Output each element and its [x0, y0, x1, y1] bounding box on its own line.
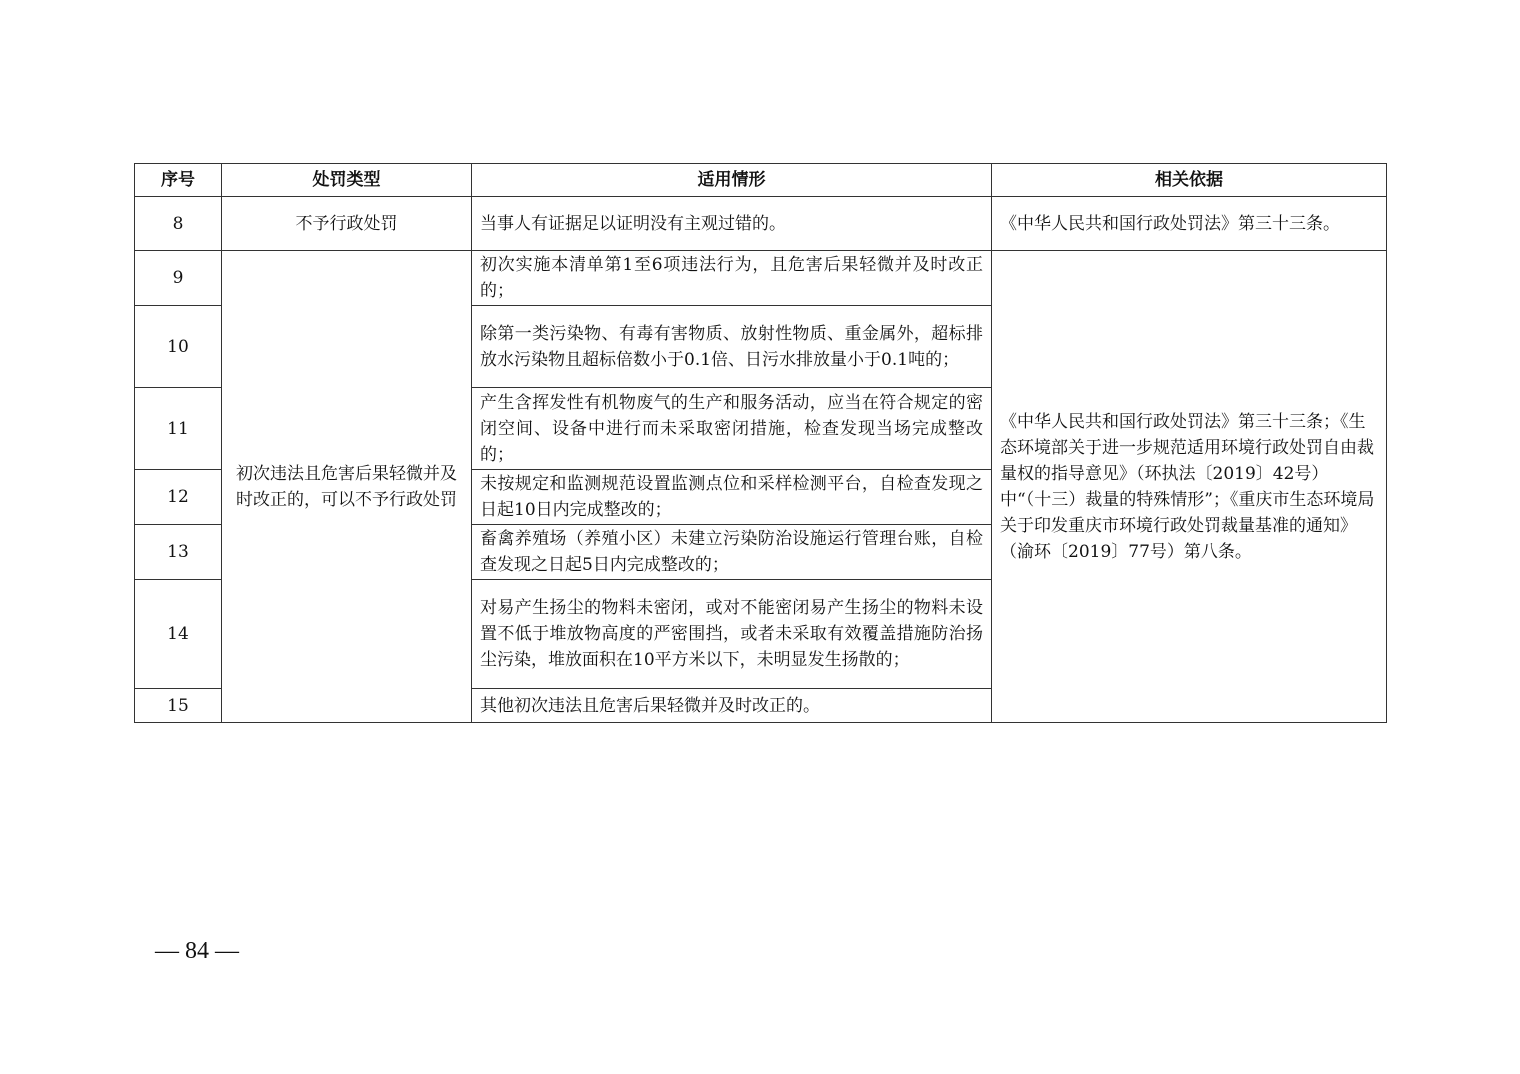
header-basis: 相关依据	[992, 164, 1387, 197]
penalty-table	[134, 163, 1387, 723]
row-num: 9	[135, 251, 222, 306]
table-row	[135, 251, 1387, 306]
applicable-case: 除第一类污染物、有毒有害物质、放射性物质、重金属外，超标排放水污染物且超标倍数小于0.1倍、日污水排放量小于0.1吨的；	[472, 306, 992, 388]
applicable-case: 对易产生扬尘的物料未密闭，或对不能密闭易产生扬尘的物料未设置不低于堆放物高度的严密围挡，或者未采取有效覆盖措施防治扬尘污染，堆放面积在10平方米以下，未明显发生扬散的；	[472, 580, 992, 689]
row-num: 13	[135, 525, 222, 580]
row-num: 15	[135, 689, 222, 723]
penalty-type: 不予行政处罚	[222, 197, 472, 251]
legal-basis: 《中华人民共和国行政处罚法》第三十三条；《生态环境部关于进一步规范适用环境行政处罚自由裁量权的指导意见》（环执法〔2019〕42号）中“（十三）裁量的特殊情形”；《重庆市生态环境局关于印发重庆市环境行政处罚裁量基准的通知》（渝环〔2019〕77号）第八条。	[992, 251, 1387, 723]
table-header-row	[135, 164, 1387, 197]
row-num: 10	[135, 306, 222, 388]
applicable-case: 其他初次违法且危害后果轻微并及时改正的。	[472, 689, 992, 723]
header-case: 适用情形	[472, 164, 992, 197]
penalty-type: 初次违法且危害后果轻微并及时改正的，可以不予行政处罚	[222, 251, 472, 723]
table-row	[135, 197, 1387, 251]
applicable-case: 畜禽养殖场（养殖小区）未建立污染防治设施运行管理台账，自检查发现之日起5日内完成整改的；	[472, 525, 992, 580]
page-number: — 84 —	[155, 938, 239, 964]
row-num: 14	[135, 580, 222, 689]
row-num: 8	[135, 197, 222, 251]
header-num: 序号	[135, 164, 222, 197]
header-type: 处罚类型	[222, 164, 472, 197]
applicable-case: 产生含挥发性有机物废气的生产和服务活动，应当在符合规定的密闭空间、设备中进行而未采取密闭措施，检查发现当场完成整改的；	[472, 388, 992, 470]
applicable-case: 初次实施本清单第1至6项违法行为，且危害后果轻微并及时改正的；	[472, 251, 992, 306]
applicable-case: 当事人有证据足以证明没有主观过错的。	[472, 197, 992, 251]
legal-basis: 《中华人民共和国行政处罚法》第三十三条。	[992, 197, 1387, 251]
row-num: 12	[135, 470, 222, 525]
row-num: 11	[135, 388, 222, 470]
applicable-case: 未按规定和监测规范设置监测点位和采样检测平台，自检查发现之日起10日内完成整改的；	[472, 470, 992, 525]
